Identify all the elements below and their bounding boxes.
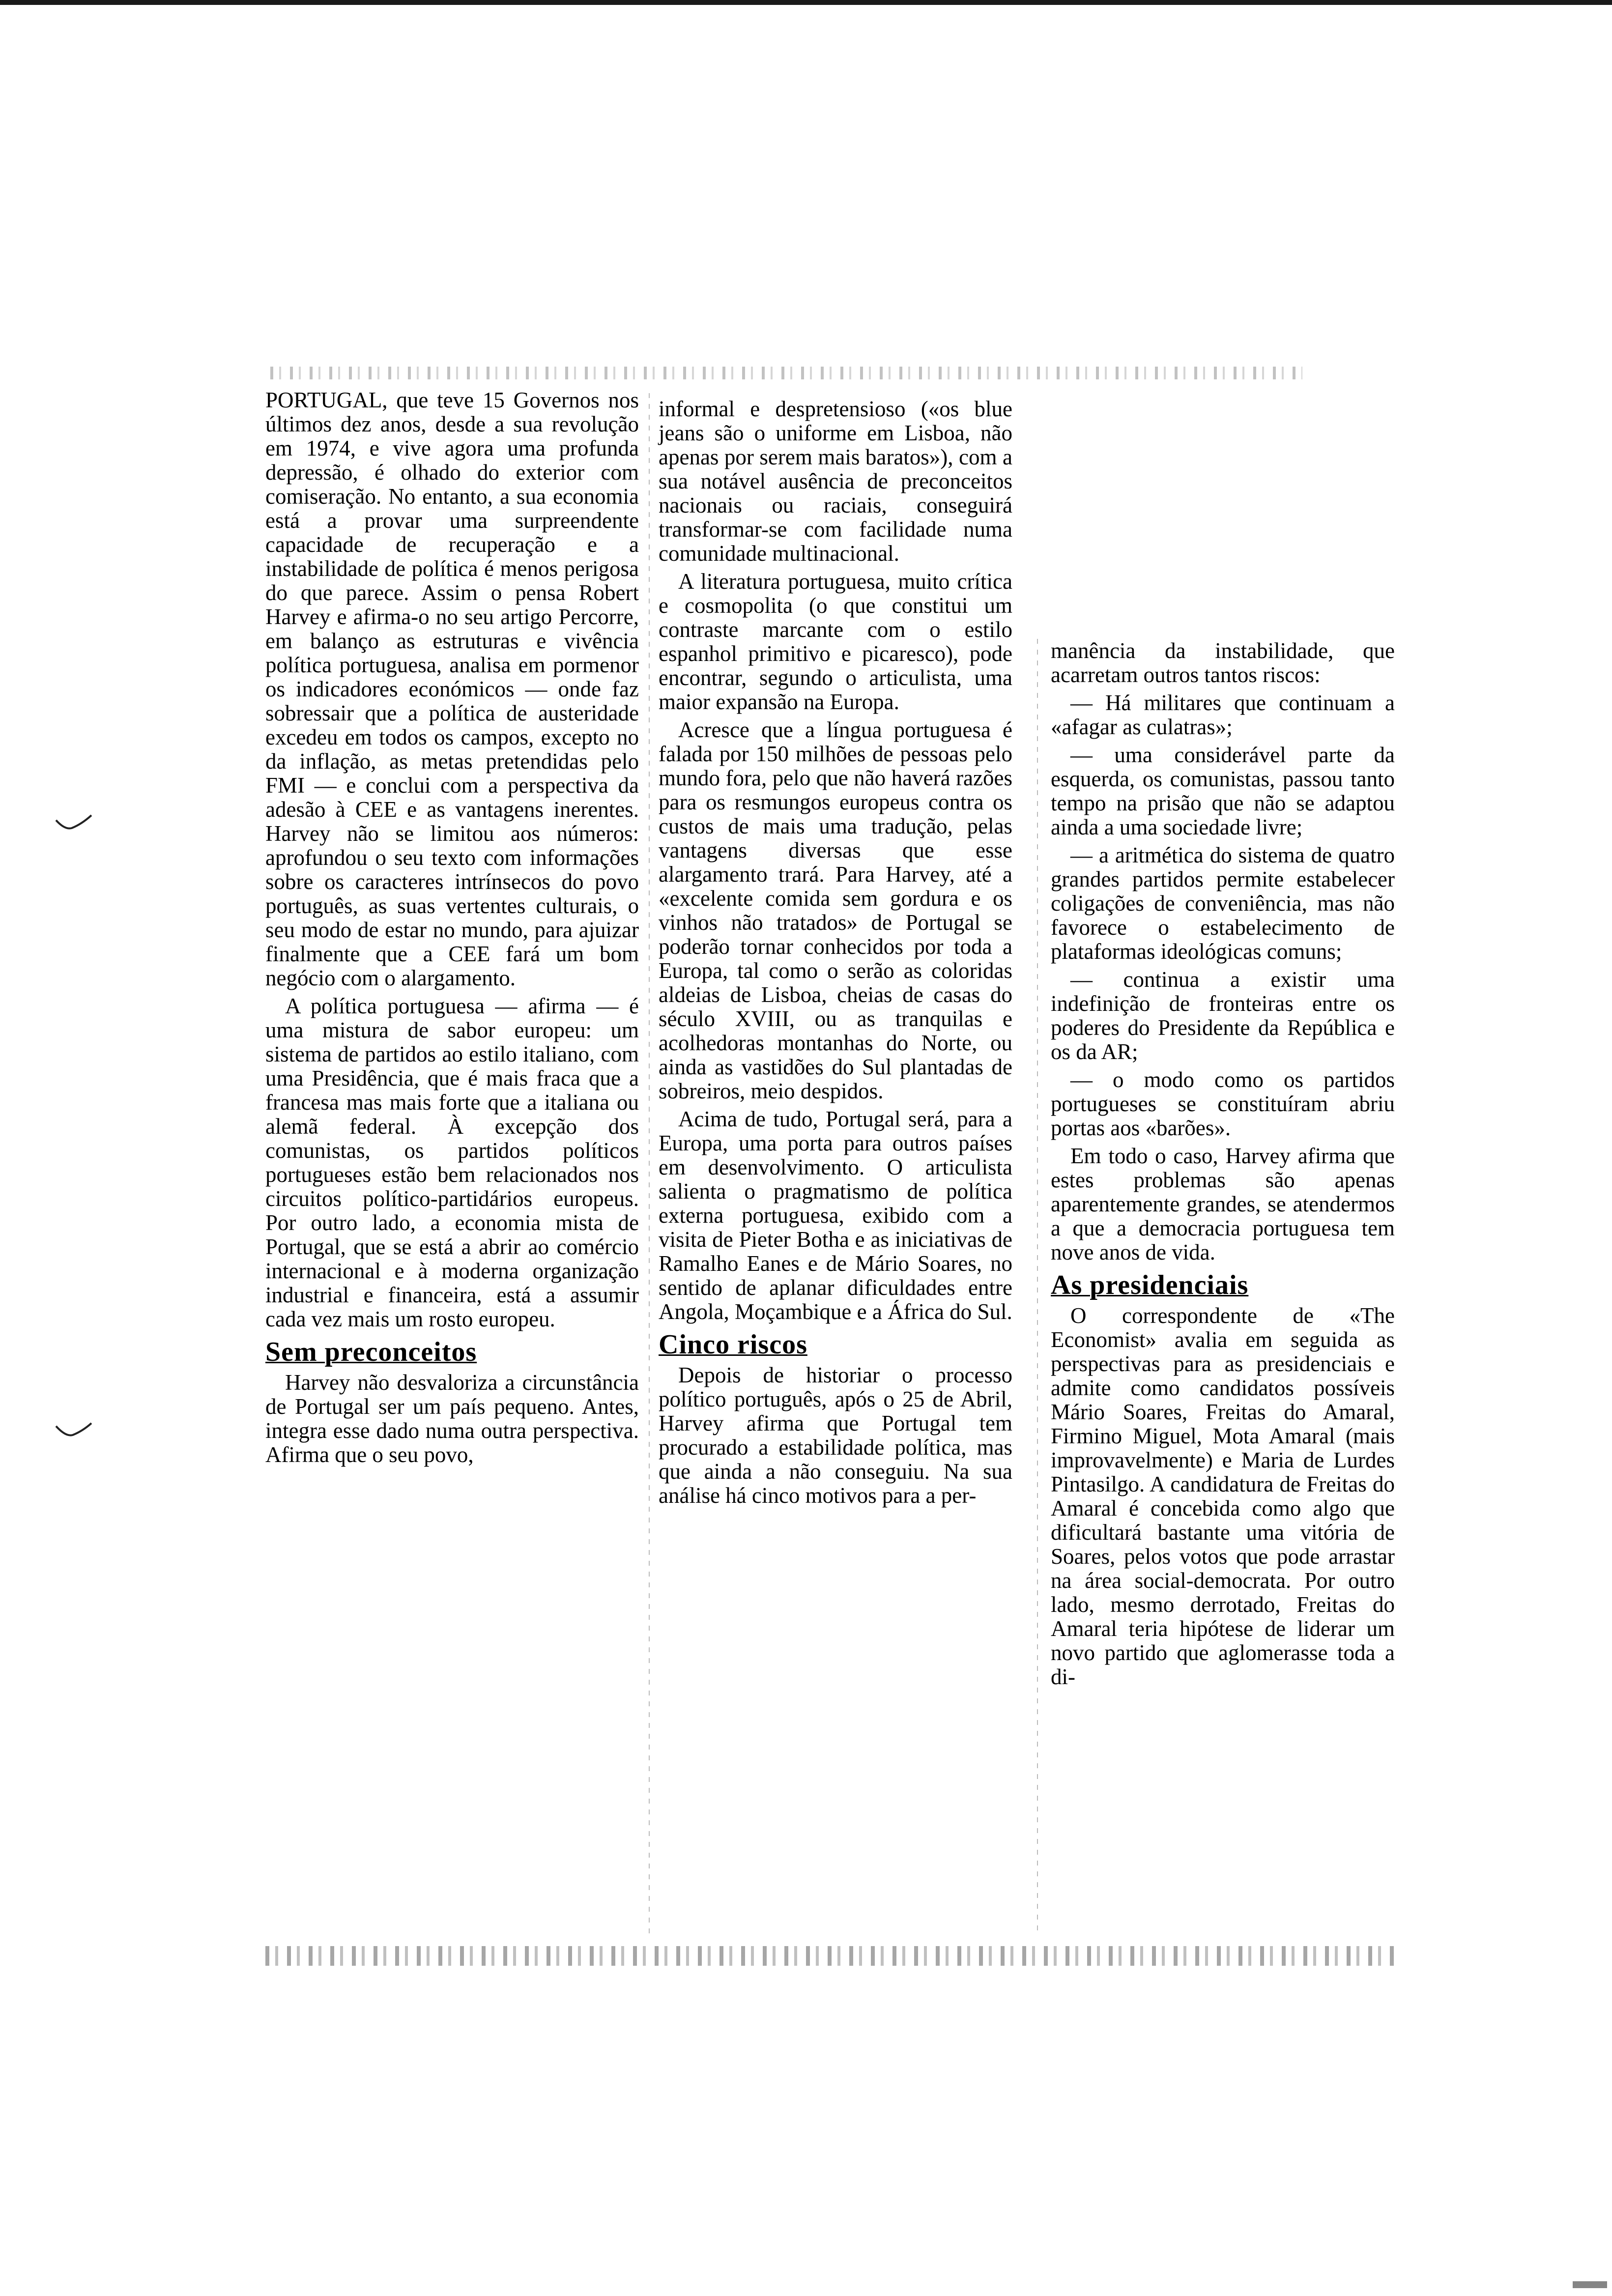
- paragraph: A política portuguesa — afirma — é uma mistura de sabor europeu: um sistema de partidos ao estilo italiano, com uma Presidência, que é mais fraca que a francesa mas mais forte que a italiana ou alemã federal. À excepção dos comunistas, os partidos políticos portugueses estão bem relacionados nos circuitos político-partidários europeus. Por outro lado, a economia mista de Portugal, que se está a abrir ao comércio internacional e à moderna organização industrial e financeira, está a assumir cada vez mais um rosto europeu.: [265, 994, 639, 1331]
- list-item: — continua a existir uma indefinição de fronteiras entre os poderes do Presidente da República e os da AR;: [1051, 967, 1395, 1064]
- newspaper-clipping: [265, 364, 1396, 1971]
- column-divider: [649, 393, 650, 1936]
- paragraph: Em todo o caso, Harvey afirma que estes problemas são apenas aparentemente grandes, se atendermos a que a democracia portuguesa tem nove anos de vida.: [1051, 1144, 1395, 1264]
- subheading: Sem preconceitos: [265, 1337, 477, 1367]
- scan-noise: [270, 367, 1302, 379]
- subheading: As presidenciais: [1051, 1270, 1249, 1300]
- subheading: Cinco riscos: [659, 1329, 807, 1360]
- paragraph: manência da instabilidade, que acarretam outros tantos riscos:: [1051, 638, 1395, 687]
- paragraph: PORTUGAL, que teve 15 Governos nos últimos dez anos, desde a sua revolução em 1974, e vive agora uma profunda depressão, é olhado do exterior com comiseração. No entanto, a sua economia está a provar uma surpreendente capacidade de recuperação e a instabilidade de política é menos perigosa do que parece. Assim o pensa Robert Harvey e afirma-o no seu artigo Percorre, em balanço as estruturas e vivência política portuguesa, analisa em pormenor os indicadores económicos — onde faz sobressair que a política de austeridade excedeu em todos os campos, excepto no da inflação, as metas pretendidas pelo FMI — e conclui com a perspectiva da adesão à CEE e as vantagens inerentes. Harvey não se limitou aos números: aprofundou o seu texto com informações sobre os caracteres intrínsecos do povo português, as suas vertentes culturais, o seu modo de estar no mundo, para ajuizar finalmente que a CEE fará um bom negócio com o alargamento.: [265, 388, 639, 990]
- scan-artifact: [1573, 2281, 1607, 2288]
- paragraph: O correspondente de «The Economist» avalia em seguida as perspectivas para as presidenciais e admite como candidatos possíveis Mário Soares, Freitas do Amaral, Firmino Miguel, Mota Amaral (mais improvavelmente) e Maria de Lurdes Pintasilgo. A candidatura de Freitas do Amaral é concebida como algo que dificultará bastante uma vitória de Soares, pelos votos que pode arrastar na área social-democrata. Por outro lado, mesmo derrotado, Freitas do Amaral teria hipótese de liderar um novo partido que aglomerasse toda a di-: [1051, 1303, 1395, 1689]
- check-mark-icon: [54, 813, 93, 833]
- paragraph: A literatura portuguesa, muito crítica e cosmopolita (o que constitui um contraste marcante com o estilo espanhol primitivo e picaresco), pode encontrar, segundo o articulista, uma maior expansão na Europa.: [659, 569, 1012, 714]
- list-item: — o modo como os partidos portugueses se constituíram abriu portas aos «barões».: [1051, 1067, 1395, 1140]
- list-item: — Há militares que continuam a «afagar as culatras»;: [1051, 690, 1395, 739]
- article-column-3: [1051, 639, 1395, 1693]
- check-mark-icon: [54, 1420, 93, 1440]
- list-item: — a aritmética do sistema de quatro grandes partidos permite estabelecer coligações de conveniência, mas não favorece o estabelecimento de plataformas ideológicas comuns;: [1051, 843, 1395, 964]
- top-border-line: [0, 0, 1612, 5]
- paragraph: informal e despretensioso («os blue jeans são o uniforme em Lisboa, não apenas por serem mais baratos»), com a sua notável ausência de preconceitos nacionais ou raciais, conseguirá transformar-se com facilidade numa comunidade multinacional.: [659, 397, 1012, 566]
- article-column-1: [265, 388, 639, 1471]
- paragraph: Harvey não desvaloriza a circunstância de Portugal ser um país pequeno. Antes, integra esse dado numa outra perspectiva. Afirma que o seu povo,: [265, 1370, 639, 1467]
- paragraph: Acima de tudo, Portugal será, para a Europa, uma porta para outros países em desenvolvimento. O articulista salienta o pragmatismo de política externa portuguesa, exibido com a visita de Pieter Botha e as iniciativas de Ramalho Eanes e de Mário Soares, no sentido de aplanar dificuldades entre Angola, Moçambique e a África do Sul.: [659, 1107, 1012, 1324]
- column-divider: [1037, 639, 1038, 1936]
- paragraph: Acresce que a língua portuguesa é falada por 150 milhões de pessoas pelo mundo fora, pelo que não haverá razões para os resmungos europeus contra os custos de mais uma tradução, pelas vantagens diversas que esse alargamento trará. Para Harvey, até a «excelente comida sem gordura e os vinhos não tratados» de Portugal se poderão tornar conhecidos por toda a Europa, tal como o serão as coloridas aldeias de Lisboa, cheias de casas do século XVIII, ou as tranquilas e acolhedoras montanhas do Norte, ou ainda as vastidões do Sul plantadas de sobreiros, meio despidos.: [659, 718, 1012, 1103]
- paragraph: Depois de historiar o processo político português, após o 25 de Abril, Harvey afirma que Portugal tem procurado a estabilidade política, mas que ainda a não conseguiu. Na sua análise há cinco motivos para a per-: [659, 1363, 1012, 1508]
- list-item: — uma considerável parte da esquerda, os comunistas, passou tanto tempo na prisão que não se adaptou ainda a uma sociedade livre;: [1051, 743, 1395, 839]
- article-column-2: [659, 397, 1012, 1512]
- scan-noise: [265, 1946, 1396, 1966]
